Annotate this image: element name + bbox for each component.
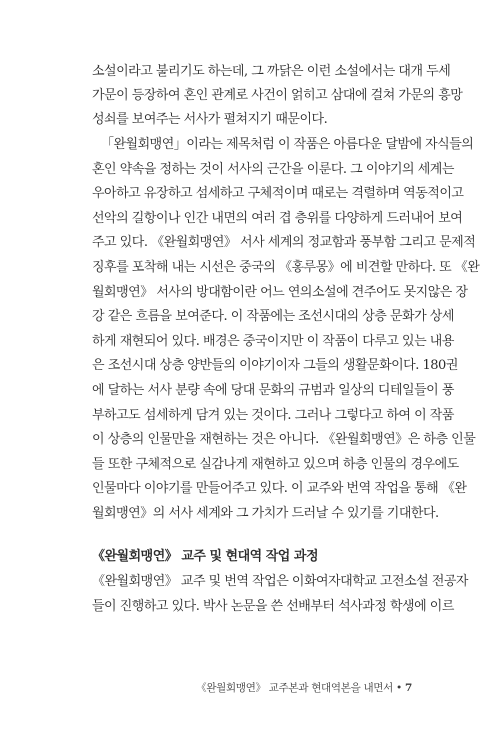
running-title: 《완월회맹연》 교주본과 현대역본을 내면서	[196, 682, 393, 694]
running-footer	[196, 681, 412, 695]
body-text-line: 에 달하는 서사 분량 속에 당대 문화의 규범과 일상의 디테일들이 풍	[92, 383, 454, 398]
body-text-line: 이 상층의 인물만을 재현하는 것은 아니다. 《완월회맹연》은 하층 인물	[92, 432, 476, 447]
body-text-line: 들이 진행하고 있다. 박사 논문을 쓴 선배부터 석사과정 학생에 이르	[92, 599, 454, 614]
page-number: 7	[404, 682, 412, 694]
body-text-line: 징후를 포착해 내는 시선은 중국의 《홍루몽》에 비견할 만하다. 또 《완	[92, 260, 480, 275]
body-text-line: 혼인 약속을 정하는 것이 서사의 근간을 이룬다. 그 이야기의 세계는	[92, 162, 454, 177]
footer-separator: •	[396, 682, 402, 694]
body-text-line: 우아하고 유장하고 섬세하고 구체적이며 때로는 격렬하며 역동적이고	[92, 186, 464, 201]
body-text-line: 인물마다 이야기를 만들어주고 있다. 이 교주와 번역 작업을 통해 《완	[92, 481, 467, 496]
body-text-line: 강 같은 흐름을 보여준다. 이 작품에는 조선시대의 상층 문화가 상세	[92, 309, 454, 324]
body-text-line: 은 조선시대 상층 양반들의 이야기이자 그들의 생활문화이다. 180권	[92, 358, 458, 373]
body-text-line: 월회맹연》 서사의 방대함이란 어느 연의소설에 견주어도 못지않은 장	[92, 285, 468, 300]
body-text-line: 하게 재현되어 있다. 배경은 중국이지만 이 작품이 다루고 있는 내용	[92, 334, 454, 349]
section-heading: 《완월회맹연》 교주 및 현대역 작업 과정	[92, 549, 318, 564]
body-text-line: 가문이 등장하여 혼인 관계로 사건이 얽히고 삼대에 걸쳐 가문의 흥망	[92, 88, 463, 103]
body-text-line: 주고 있다. 《완월회맹연》 서사 세계의 정교함과 풍부함 그리고 문제적	[92, 235, 476, 250]
body-text-line: 월회맹연》의 서사 세계와 그 가치가 드러날 수 있기를 기대한다.	[92, 506, 439, 521]
body-text-line: 「완월회맹연」이라는 제목처럼 이 작품은 아름다운 달밤에 자식들의	[101, 137, 474, 152]
body-text-line: 선악의 길항이나 인간 내면의 여러 겹 층위를 다양하게 드러내어 보여	[92, 211, 463, 226]
body-text-line: 성쇠를 보여주는 서사가 펼쳐지기 때문이다.	[92, 112, 328, 127]
body-text-line: 부하고도 섬세하게 담겨 있는 것이다. 그러나 그렇다고 하여 이 작품	[92, 408, 454, 423]
body-text-line: 소설이라고 불리기도 하는데, 그 까닭은 이런 소설에서는 대개 두세	[92, 64, 451, 79]
body-text-line: 들 또한 구체적으로 실감나게 재현하고 있으며 하층 인물의 경우에도	[92, 457, 459, 472]
body-text-line: 《완월회맹연》 교주 및 번역 작업은 이화여자대학교 고전소설 전공자	[92, 574, 468, 589]
